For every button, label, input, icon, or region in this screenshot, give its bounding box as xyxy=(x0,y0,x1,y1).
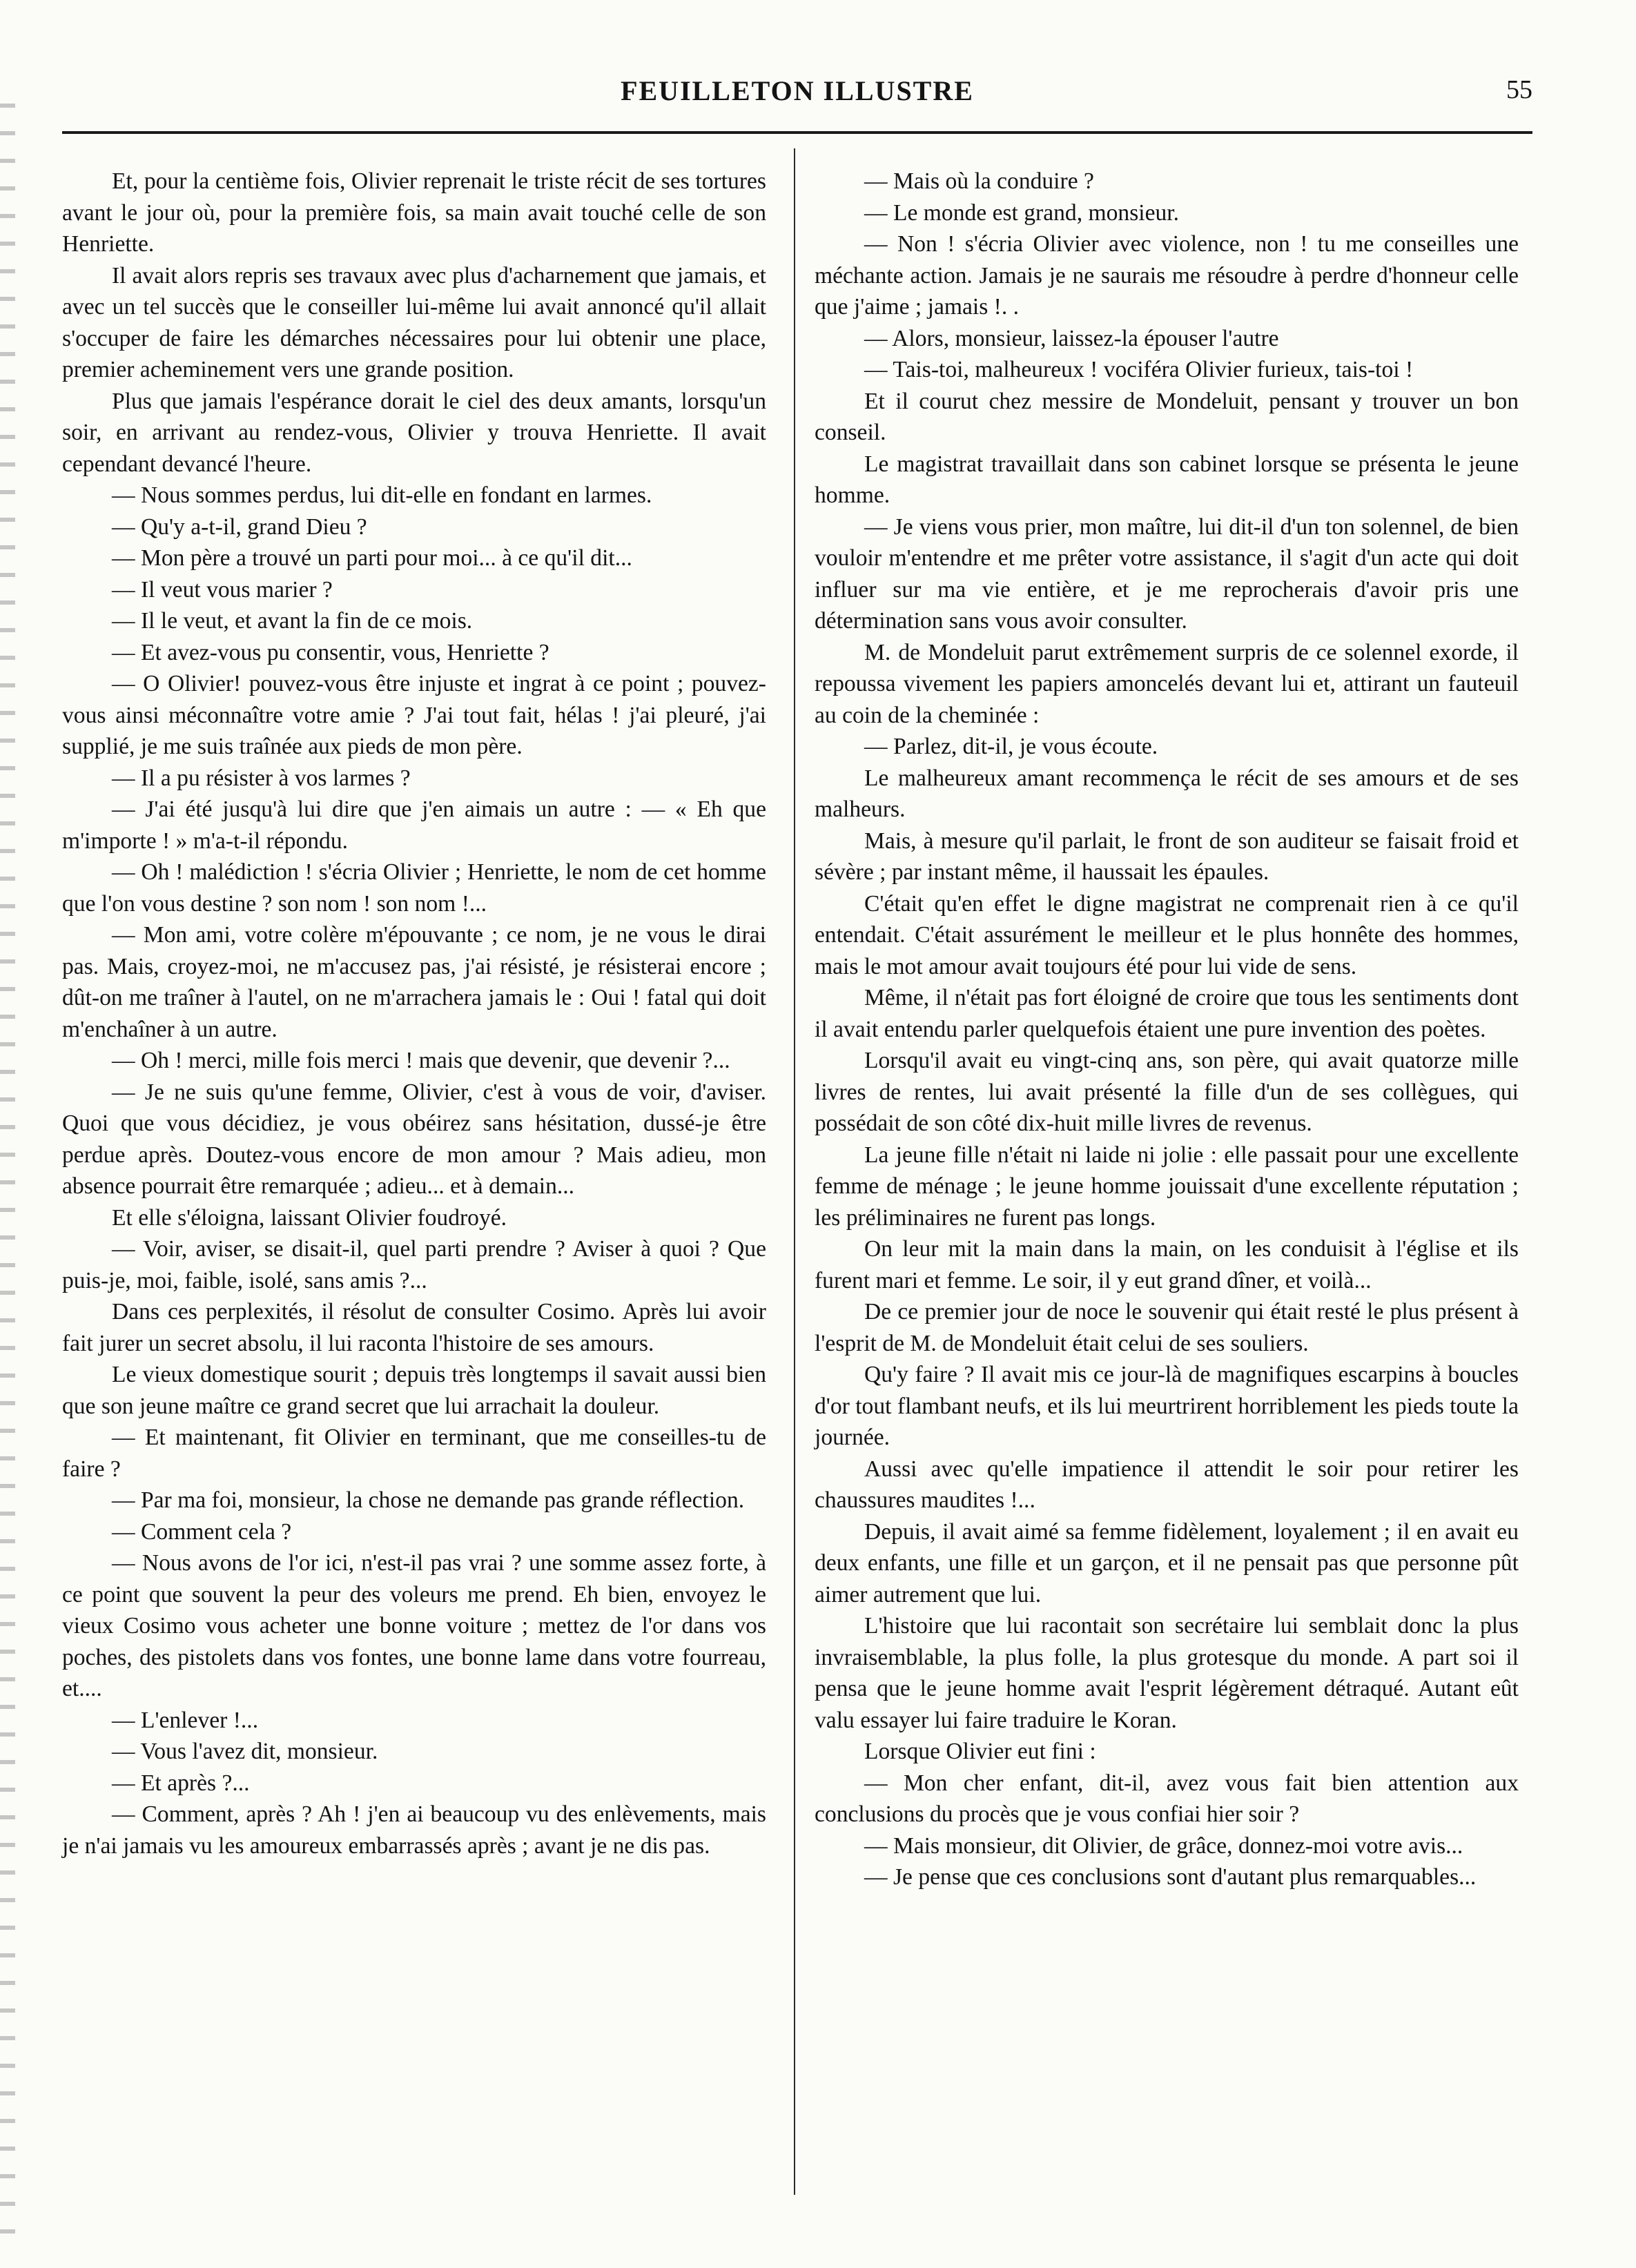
paragraph: — Il le veut, et avant la fin de ce mois. xyxy=(112,608,473,634)
paragraph: — Le monde est grand, monsieur. xyxy=(864,199,1180,226)
column-divider xyxy=(794,148,795,2195)
paragraph: M. de Mondeluit parut extrêmement surpris de ce solennel exorde, il repoussa vivement les papiers amoncelés devant lui et, attirant un fauteuil au coin de la cheminée : xyxy=(815,639,1519,728)
paragraph: — Je viens vous prier, mon maître, lui dit-il d'un ton solennel, de bien vouloir m'entendre et me prêter votre assistance, il s'agit d'un acte qui doit influer sur ma vie entière, et je me reprocherais d'avoir pris une détermination sans vous avoir consulter. xyxy=(815,514,1519,634)
paragraph: — Par ma foi, monsieur, la chose ne demande pas grande réflection. xyxy=(112,1487,745,1513)
paragraph: — Tais-toi, malheureux ! vociféra Olivier furieux, tais-toi ! xyxy=(864,357,1414,382)
right-column xyxy=(815,166,1519,1893)
scan-margin-edge xyxy=(0,104,15,2243)
paragraph: — Comment, après ? Ah ! j'en ai beaucoup vu des enlèvements, mais je n'ai jamais vu les amoureux embarrassés après ; avant je ne dis pas. xyxy=(62,1801,766,1859)
paragraph: — Qu'y a-t-il, grand Dieu ? xyxy=(112,514,367,540)
paragraph: — Comment cela ? xyxy=(112,1518,292,1545)
paragraph: Le vieux domestique sourit ; depuis très longtemps il savait aussi bien que son jeune maître ce grand secret que lui arrachait la douleur. xyxy=(62,1362,766,1419)
paragraph: — Alors, monsieur, laissez-la épouser l'autre xyxy=(864,325,1279,351)
paragraph: — Vous l'avez dit, monsieur. xyxy=(112,1739,378,1764)
paragraph: — Nous sommes perdus, lui dit-elle en fondant en larmes. xyxy=(112,482,652,508)
paragraph: — O Olivier! pouvez-vous être injuste et ingrat à ce point ; pouvez-vous ainsi méconnaître votre amie ? J'ai tout fait, hélas ! j'ai pleuré, j'ai supplié, je me suis traînée aux pieds de mon père. xyxy=(62,671,766,759)
paragraph: — Mon ami, votre colère m'épouvante ; ce nom, je ne vous le dirai pas. Mais, croyez-moi, ne m'accusez pas, j'ai résisté, je résisterai encore ; dût-on me traîner à l'autel, on ne m'arrachera jamais le : Oui ! fatal qui doit m'enchaîner à un autre. xyxy=(62,922,766,1042)
paragraph: Il avait alors repris ses travaux avec plus d'acharnement que jamais, et avec un tel succès que le conseiller lui-même lui avait annoncé qu'il allait s'occuper de faire les démarches nécessaires pour lui obtenir une place, premier acheminement vers une grande position. xyxy=(62,262,766,382)
paragraph: Depuis, il avait aimé sa femme fidèlement, loyalement ; il en avait eu deux enfants, une fille et un garçon, et il ne pensait pas que personne pût aimer autrement que lui. xyxy=(815,1518,1519,1607)
paragraph: — L'enlever !... xyxy=(112,1707,259,1733)
paragraph: — Mon père a trouvé un parti pour moi... à ce qu'il dit... xyxy=(112,545,632,571)
paragraph: — Et avez-vous pu consentir, vous, Henriette ? xyxy=(112,639,549,665)
paragraph: Et il courut chez messire de Mondeluit, pensant y trouver un bon conseil. xyxy=(815,388,1519,445)
paragraph: Et elle s'éloigna, laissant Olivier foudroyé. xyxy=(112,1204,507,1231)
page-header xyxy=(62,75,1532,116)
paragraph: — Mais où la conduire ? xyxy=(864,168,1094,194)
paragraph: On leur mit la main dans la main, on les conduisit à l'église et ils furent mari et femme. Le soir, il y eut grand dîner, et voilà... xyxy=(815,1236,1519,1293)
paragraph: — Il veut vous marier ? xyxy=(112,576,333,603)
paragraph: Qu'y faire ? Il avait mis ce jour-là de magnifiques escarpins à boucles d'or tout flambant neufs, et ils lui meurtrirent horriblement les pieds toute la journée. xyxy=(815,1362,1519,1450)
paragraph: — Oh ! merci, mille fois merci ! mais que devenir, que devenir ?... xyxy=(112,1048,730,1073)
paragraph: Le malheureux amant recommença le récit de ses amours et de ses malheurs. xyxy=(815,765,1519,822)
paragraph: Et, pour la centième fois, Olivier reprenait le triste récit de ses tortures avant le jour où, pour la première fois, sa main avait touché celle de son Henriette. xyxy=(62,168,766,257)
left-column xyxy=(62,166,766,1861)
paragraph: — Mon cher enfant, dit-il, avez vous fait bien attention aux conclusions du procès que je vous confiai hier soir ? xyxy=(815,1770,1519,1827)
paragraph: Même, il n'était pas fort éloigné de croire que tous les sentiments dont il avait entendu parler quelquefois étaient une pure invention des poètes. xyxy=(815,985,1519,1042)
paragraph: De ce premier jour de noce le souvenir qui était resté le plus présent à l'esprit de M. de Mondeluit était celui de ses souliers. xyxy=(815,1299,1519,1356)
paragraph: — J'ai été jusqu'à lui dire que j'en aimais un autre : — « Eh que m'importe ! » m'a-t-il répondu. xyxy=(62,796,766,854)
paragraph: — Et après ?... xyxy=(112,1770,250,1796)
paragraph: Le magistrat travaillait dans son cabinet lorsque se présenta le jeune homme. xyxy=(815,451,1519,508)
paragraph: — Mais monsieur, dit Olivier, de grâce, donnez-moi votre avis... xyxy=(864,1832,1463,1859)
paragraph: C'était qu'en effet le digne magistrat ne comprenait rien à ce qu'il entendait. C'était assurément le meilleur et le plus honnête des hommes, mais le mot amour avait toujours été pour lui vide de sens. xyxy=(815,890,1519,979)
paragraph: Mais, à mesure qu'il parlait, le front de son auditeur se faisait froid et sévère ; par instant même, il haussait les épaules. xyxy=(815,828,1519,885)
page-number: 55 xyxy=(1506,75,1532,104)
paragraph: Dans ces perplexités, il résolut de consulter Cosimo. Après lui avoir fait jurer un secret absolu, il lui raconta l'histoire de ses amours. xyxy=(62,1299,766,1356)
paragraph: Lorsqu'il avait eu vingt-cinq ans, son père, qui avait quatorze mille livres de rentes, lui avait présenté la fille d'un de ses collègues, qui possédait de son côté dix-huit mille livres de revenus. xyxy=(815,1048,1519,1136)
paragraph: — Il a pu résister à vos larmes ? xyxy=(112,765,411,791)
paragraph: — Non ! s'écria Olivier avec violence, non ! tu me conseilles une méchante action. Jamais je ne saurais me résoudre à perdre d'honneur celle que j'aime ; jamais !. . xyxy=(815,231,1519,320)
paragraph: — Je pense que ces conclusions sont d'autant plus remarquables... xyxy=(864,1864,1477,1890)
paragraph: Lorsque Olivier eut fini : xyxy=(864,1739,1096,1764)
paragraph: — Oh ! malédiction ! s'écria Olivier ; Henriette, le nom de cet homme que l'on vous destine ? son nom ! son nom !... xyxy=(62,859,766,917)
paragraph: L'histoire que lui racontait son secrétaire lui semblait donc la plus invraisemblable, la plus folle, la plus grotesque du monde. A part soi il pensa que le jeune homme avait l'esprit légèrement détraqué. Autant eût valu essayer lui faire traduire le Koran. xyxy=(815,1613,1519,1733)
paragraph: — Et maintenant, fit Olivier en terminant, que me conseilles-tu de faire ? xyxy=(62,1425,766,1482)
header-rule xyxy=(62,131,1532,134)
paragraph: Plus que jamais l'espérance dorait le ciel des deux amants, lorsqu'un soir, en arrivant au rendez-vous, Olivier y trouva Henriette. Il avait cependant devancé l'heure. xyxy=(62,388,766,477)
paragraph: Aussi avec qu'elle impatience il attendit le soir pour retirer les chaussures maudites !... xyxy=(815,1456,1519,1513)
running-title: FEUILLETON ILLUSTRE xyxy=(621,75,974,106)
paragraph: — Nous avons de l'or ici, n'est-il pas vrai ? une somme assez forte, à ce point que souvent la peur des voleurs me prend. Eh bien, envoyez le vieux Cosimo vous acheter une bonne voiture ; mettez de l'or dans vos poches, des pistolets dans vos fontes, une bonne lame dans votre fourreau, et.... xyxy=(62,1550,766,1701)
paragraph: — Je ne suis qu'une femme, Olivier, c'est à vous de voir, d'aviser. Quoi que vous décidiez, je vous obéirez sans hésitation, dussé-je être perdue après. Doutez-vous encore de mon amour ? Mais adieu, mon absence pourrait être remarquée ; adieu... et à demain... xyxy=(62,1079,766,1199)
paragraph: — Parlez, dit-il, je vous écoute. xyxy=(864,734,1158,759)
paragraph: La jeune fille n'était ni laide ni jolie : elle passait pour une excellente femme de ménage ; le jeune homme jouissait d'une excellente réputation ; les préliminaires ne furent pas longs. xyxy=(815,1142,1519,1231)
paragraph: — Voir, aviser, se disait-il, quel parti prendre ? Aviser à quoi ? Que puis-je, moi, faible, isolé, sans amis ?... xyxy=(62,1236,766,1293)
